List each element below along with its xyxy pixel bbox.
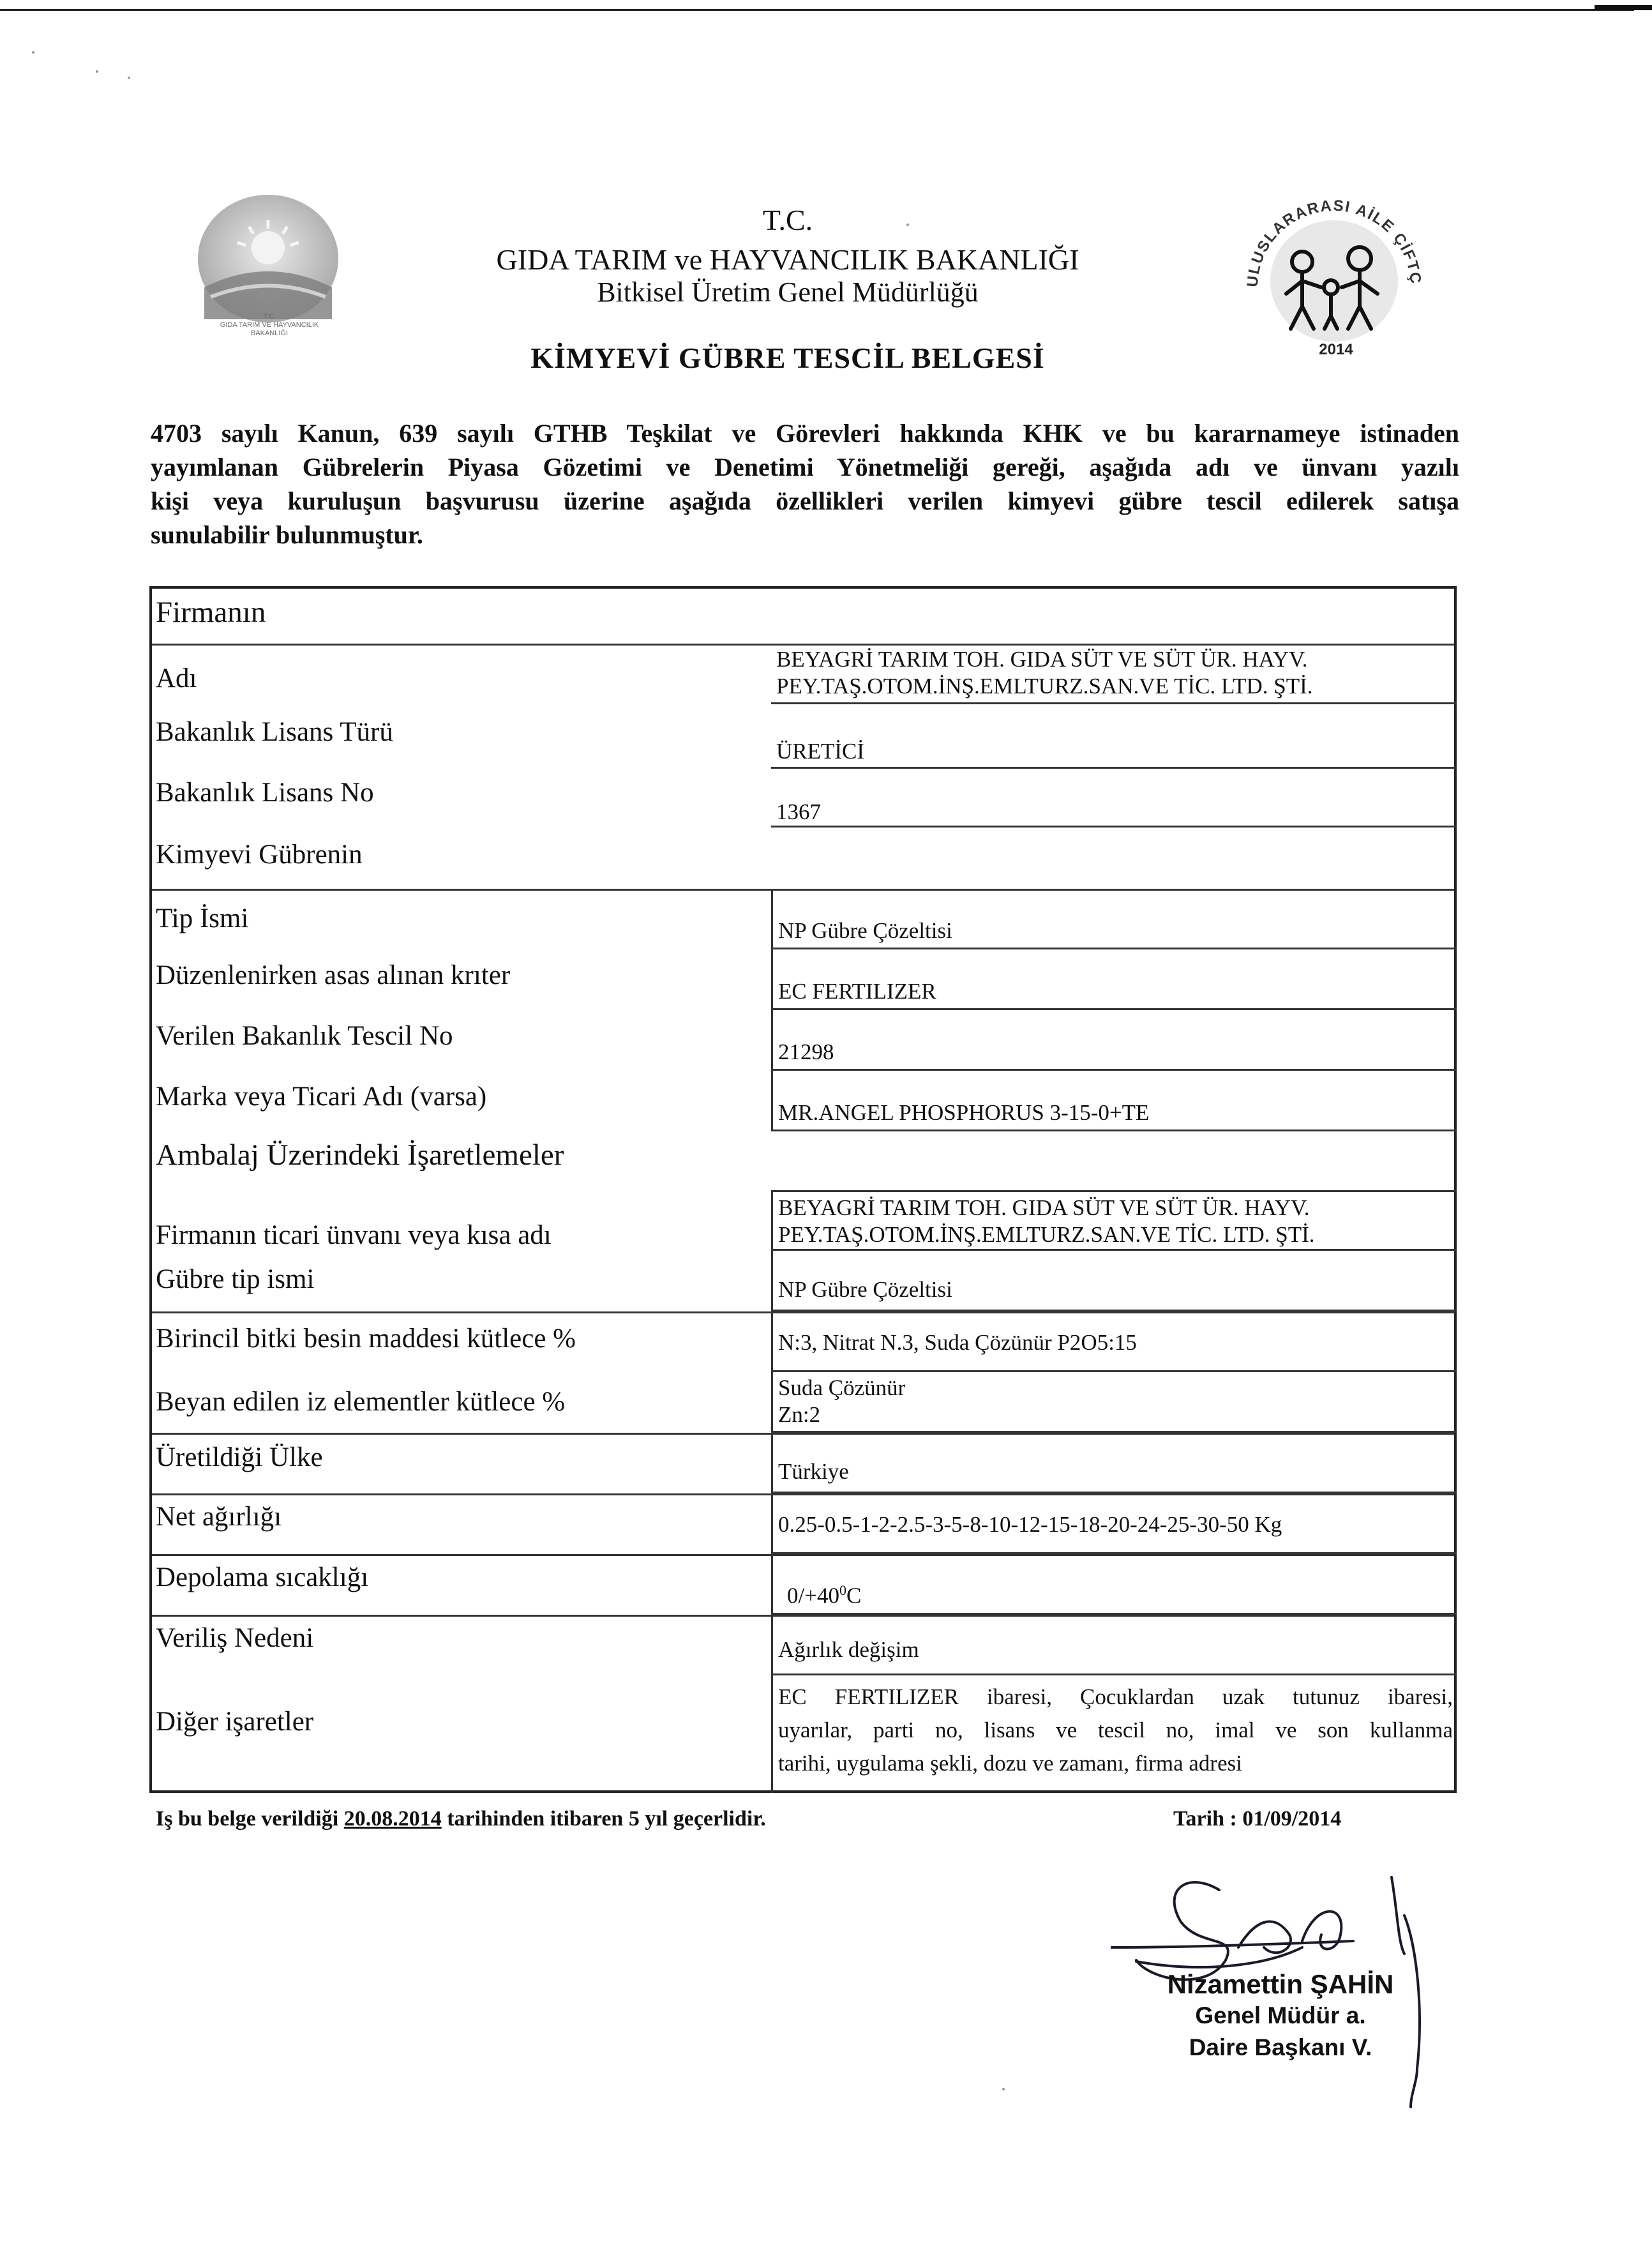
row-value: MR.ANGEL PHOSPHORUS 3-15-0+TE [771, 1071, 1457, 1131]
header-tc: T.C. [762, 204, 813, 236]
row-label: Üretildiği Ülke [156, 1442, 323, 1472]
signer-title-1: Genel Müdür a. [1195, 2002, 1366, 2029]
ministry-name: GIDA TARIM ve HAYVANCILIK BAKANLIĞI [496, 243, 1079, 276]
value-line: Suda Çözünür [778, 1375, 906, 1400]
row-label: Verilen Bakanlık Tescil No [156, 1021, 453, 1051]
row-label: Marka veya Ticari Adı (varsa) [156, 1082, 487, 1112]
temp-unit: C [846, 1583, 862, 1608]
degree-mark: 0 [839, 1582, 846, 1598]
row-value: Türkiye [771, 1433, 1457, 1493]
row-value: 0.25-0.5-1-2-2.5-3-5-8-10-12-15-18-20-24-25-30-50 Kg [771, 1493, 1457, 1554]
signer-title-2: Daire Başkanı V. [1189, 2034, 1372, 2060]
row-label: Depolama sıcaklığı [156, 1562, 369, 1592]
row-value: NP Gübre Çözeltisi [771, 1251, 1457, 1311]
value-line: Zn:2 [778, 1402, 821, 1427]
logo-caption-line: GIDA TARIM VE HAYVANCILIK [220, 321, 319, 329]
row-value: NP Gübre Çözeltisi [771, 889, 1457, 949]
row-value [771, 1372, 1457, 1433]
intro-line: kişi veya kuruluşun başvurusu üzerine aşağıda özellikleri verilen kimyevi gübre tescil edilerek satışa [151, 487, 1459, 515]
intro-paragraph [151, 416, 1459, 552]
signer-block [1153, 1969, 1408, 2064]
temp-range: 0/+40 [787, 1583, 839, 1608]
value-line: BEYAGRİ TARIM TOH. GIDA SÜT VE SÜT ÜR. HAYV. [776, 647, 1308, 672]
logo-caption-line: BAKANLIĞI [250, 329, 289, 337]
registration-table [149, 586, 1457, 1793]
section-title: Firmanın [156, 596, 266, 629]
row-value: 1367 [771, 773, 1457, 827]
value-line: BEYAGRİ TARIM TOH. GIDA SÜT VE SÜT ÜR. HAYV. [778, 1195, 1310, 1220]
value-line: uyarılar, parti no, lisans ve tescil no, imal ve son kullanma [778, 1718, 1453, 1742]
validity-suffix: tarihinden itibaren 5 yıl geçerlidir. [441, 1807, 766, 1831]
scan-speck [906, 223, 909, 226]
scan-speck [96, 70, 98, 73]
row-value [771, 644, 1457, 704]
row-value: ÜRETİCİ [771, 713, 1457, 769]
row-label: Tip İsmi [156, 903, 249, 933]
ministry-logo-caption [199, 313, 340, 338]
row-label: Firmanın ticari ünvanı veya kısa adı [156, 1220, 552, 1250]
scan-speck [1002, 2088, 1005, 2090]
row-value: 21298 [771, 1010, 1457, 1071]
row-value [771, 1675, 1457, 1793]
row-value [771, 1190, 1457, 1251]
top-scan-border [0, 9, 1634, 11]
row-label: Veriliş Nedeni [156, 1623, 314, 1653]
section-title: Kimyevi Gübrenin [156, 840, 363, 870]
value-line: EC FERTILIZER ibaresi, Çocuklardan uzak tutunuz ibaresi, [778, 1684, 1453, 1709]
scan-speck [32, 51, 34, 54]
signer-name: Nizamettin ŞAHİN [1167, 1969, 1394, 1999]
row-label: Beyan edilen iz elementler kütlece % [156, 1387, 566, 1417]
document-title: KİMYEVİ GÜBRE TESCİL BELGESİ [530, 342, 1045, 374]
row-label: Düzenlenirken asas alınan krıter [156, 960, 511, 990]
row-value [771, 1554, 1457, 1615]
row-value: Ağırlık değişim [771, 1615, 1457, 1675]
directorate-name: Bitkisel Üretim Genel Müdürlüğü [597, 276, 979, 308]
section-title: Ambalaj Üzerindeki İşaretlemeler [156, 1138, 564, 1172]
validity-prefix: Iş bu belge verildiği [156, 1807, 344, 1831]
logo-caption-line: T.C. [263, 313, 276, 321]
row-value: N:3, Nitrat N.3, Suda Çözünür P2O5:15 [771, 1311, 1457, 1372]
row-label: Birincil bitki besin maddesi kütlece % [156, 1324, 576, 1354]
value-line: PEY.TAŞ.OTOM.İNŞ.EMLTURZ.SAN.VE TİC. LTD. ŞTİ. [778, 1222, 1315, 1247]
row-label: Gübre tip ismi [156, 1264, 315, 1294]
intro-line: yayımlanan Gübrelerin Piyasa Gözetimi ve Denetimi Yönetmeliği gereği, aşağıda adı ve ünvanı yazılı [151, 453, 1459, 481]
value-line: tarihi, uygulama şekli, dozu ve zamanı, firma adresi [778, 1751, 1242, 1776]
issue-date: Tarih : 01/09/2014 [1173, 1807, 1342, 1831]
validity-date: 20.08.2014 [343, 1807, 442, 1831]
row-label: Bakanlık Lisans No [156, 778, 374, 808]
row-label: Diğer işaretler [156, 1707, 314, 1737]
logo-arc-text: ULUSLARARASI AİLE ÇİFTÇ [1243, 197, 1425, 288]
row-value: EC FERTILIZER [771, 949, 1457, 1010]
top-scan-mark [1595, 5, 1652, 10]
intro-line: sunulabilir bulunmuştur. [151, 520, 423, 549]
validity-note [156, 1807, 766, 1831]
row-label: Bakanlık Lisans Türü [156, 717, 393, 747]
row-label: Adı [156, 663, 197, 693]
value-line: PEY.TAŞ.OTOM.İNŞ.EMLTURZ.SAN.VE TİC. LTD. ŞTİ. [776, 674, 1313, 699]
intro-line: 4703 sayılı Kanun, 639 sayılı GTHB Teşkilat ve Görevleri hakkında KHK ve bu kararnameye istinaden [151, 419, 1459, 448]
logo-year: 2014 [1319, 341, 1353, 358]
scan-speck [128, 77, 130, 79]
row-label: Net ağırlığı [156, 1502, 282, 1532]
